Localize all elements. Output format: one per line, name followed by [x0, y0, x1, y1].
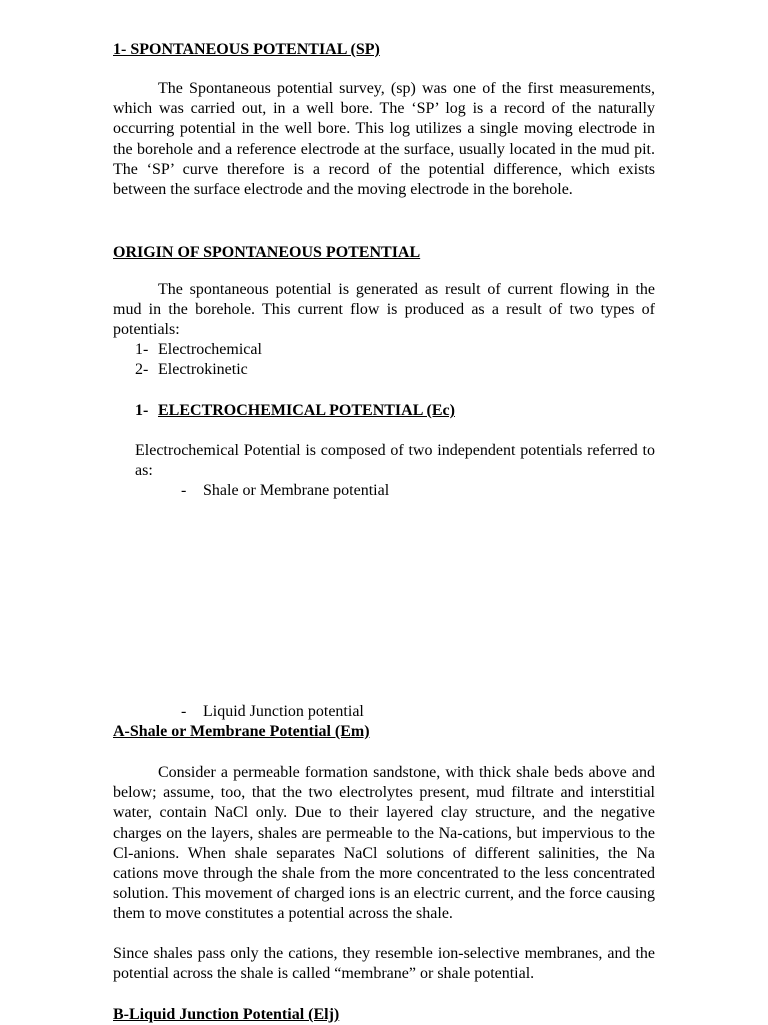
heading-number: 1- [135, 402, 149, 419]
section-heading-liquid-junction: B-Liquid Junction Potential (Elj) [113, 1006, 340, 1023]
list-dash: - [181, 482, 187, 499]
sp-intro-paragraph: The Spontaneous potential survey, (sp) was one of the first measurements, which was carried out, in a well bore. The ‘SP’ log is a record of the naturally occurring potential in the well bore. This log utilizes a single moving electrode in the borehole and a reference electrode at the surface, usually located in the mud pit. The ‘SP’ curve therefore is a record of the potential difference, which exists between the surface electrode and the moving electrode in the borehole. [113, 80, 655, 199]
list-item-electrokinetic [135, 360, 248, 380]
section-heading-sp: 1- SPONTANEOUS POTENTIAL (SP) [113, 41, 380, 58]
section-heading-membrane: A-Shale or Membrane Potential (Em) [113, 723, 370, 740]
list-dash: - [181, 703, 187, 720]
list-item-liquid-junction [181, 702, 364, 722]
list-item-electrochemical [135, 340, 262, 360]
list-number: 1- [135, 341, 149, 358]
list-text: Shale or Membrane potential [203, 482, 390, 499]
section-heading-origin: ORIGIN OF SPONTANEOUS POTENTIAL [113, 244, 421, 261]
origin-paragraph: The spontaneous potential is generated as result of current flowing in the mud in the borehole. This current flow is produced as a result of two types of potentials: [113, 281, 655, 339]
list-text: Electrokinetic [158, 361, 248, 378]
list-text: Liquid Junction potential [203, 703, 364, 720]
section-heading-electrochemical [135, 401, 455, 421]
heading-text: ELECTROCHEMICAL POTENTIAL (Ec) [158, 402, 455, 419]
list-number: 2- [135, 361, 149, 378]
membrane-paragraph-2: Since shales pass only the cations, they resemble ion-selective membranes, and the potential across the shale is called “membrane” or shale potential. [113, 945, 655, 983]
membrane-paragraph-1: Consider a permeable formation sandstone, with thick shale beds above and below; assume, too, that the two electrolytes present, mud filtrate and interstitial water, contain NaCl only. Due to their layered clay structure, and the negative charges on the layers, shales are permeable to the Na-cations, but impervious to the Cl-anions. When shale separates NaCl solutions of different salinities, the Na cations move through the shale from the more concentrated to the less concentrated solution. This movement of charged ions is an electric current, and the force causing them to move constitutes a potential across the shale. [113, 764, 655, 923]
list-text: Electrochemical [158, 341, 262, 358]
electrochemical-paragraph: Electrochemical Potential is composed of two independent potentials referred to as: [135, 442, 655, 480]
list-item-shale-potential [181, 481, 389, 501]
